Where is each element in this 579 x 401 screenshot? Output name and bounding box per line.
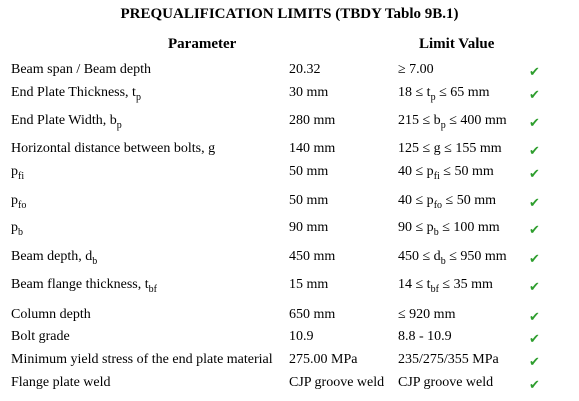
parameter-text: p (11, 164, 18, 179)
parameter-subscript: fo (18, 200, 27, 211)
check-icon: ✔ (529, 331, 540, 346)
limit-text: ≤ 920 mm (398, 307, 456, 322)
table-row (0, 219, 579, 241)
limit-subscript: p (440, 120, 446, 131)
limit-cell (398, 351, 499, 369)
parameter-cell (11, 61, 151, 79)
parameter-cell (11, 306, 91, 324)
parameter-cell (11, 374, 111, 392)
parameter-column-header: Parameter (168, 36, 237, 52)
limit-cell (398, 306, 455, 324)
limit-cell (398, 276, 493, 294)
limit-cell (398, 84, 490, 102)
parameter-cell (11, 276, 157, 294)
parameter-cell (11, 248, 97, 266)
check-icon: ✔ (529, 115, 540, 130)
limit-subscript: fo (433, 200, 443, 211)
table-row (0, 84, 579, 106)
limit-text-end: ≤ 35 mm (438, 277, 493, 292)
limit-subscript: bf (430, 284, 439, 295)
table-row (0, 306, 579, 328)
value-cell: 15 mm (289, 277, 329, 292)
limit-text-end: ≤ 65 mm (435, 85, 490, 100)
parameter-text: Horizontal distance between bolts, g (11, 141, 216, 156)
parameter-subscript: fi (18, 171, 25, 182)
parameter-subscript: bf (148, 284, 157, 295)
parameter-cell (11, 328, 70, 346)
limit-cell (398, 61, 434, 79)
parameter-text: End Plate Width, b (11, 113, 117, 128)
limit-text: 450 ≤ d (398, 249, 441, 264)
parameter-cell (11, 84, 141, 102)
limit-cell (398, 163, 494, 181)
table-row (0, 374, 579, 396)
parameter-text: Bolt grade (11, 329, 70, 344)
limit-text: 18 ≤ t (398, 85, 431, 100)
limit-cell (398, 140, 502, 158)
limit-text-end: ≤ 100 mm (438, 220, 500, 235)
check-icon: ✔ (529, 222, 540, 237)
parameter-subscript: p (116, 120, 122, 131)
check-icon: ✔ (529, 166, 540, 181)
check-icon: ✔ (529, 354, 540, 369)
parameter-text: End Plate Thickness, t (11, 85, 136, 100)
parameter-cell (11, 140, 215, 158)
parameter-text: p (11, 193, 18, 208)
limit-text: ≥ 7.00 (398, 62, 434, 77)
limit-text: 215 ≤ b (398, 113, 441, 128)
limit-cell (398, 219, 500, 237)
limit-subscript: b (433, 227, 439, 238)
check-icon: ✔ (529, 195, 540, 210)
value-cell: 20.32 (289, 62, 321, 77)
value-cell: 280 mm (289, 113, 336, 128)
parameter-cell (11, 192, 26, 210)
limit-cell (398, 248, 507, 266)
limit-text: 90 ≤ p (398, 220, 434, 235)
check-icon: ✔ (529, 64, 540, 79)
check-icon: ✔ (529, 87, 540, 102)
limit-subscript: fi (433, 171, 440, 182)
limit-text-end: ≤ 50 mm (439, 164, 494, 179)
value-cell: 90 mm (289, 220, 329, 235)
table-row (0, 328, 579, 350)
limit-cell (398, 192, 496, 210)
value-cell: 275.00 MPa (289, 352, 358, 367)
parameter-text: Beam span / Beam depth (11, 62, 151, 77)
table-row (0, 140, 579, 162)
limit-cell (398, 374, 493, 392)
table-row (0, 248, 579, 270)
value-cell: 50 mm (289, 164, 329, 179)
table-row (0, 112, 579, 134)
limit-text: 14 ≤ t (398, 277, 431, 292)
check-icon: ✔ (529, 143, 540, 158)
limit-subscript: p (430, 92, 436, 103)
check-icon: ✔ (529, 279, 540, 294)
table-row (0, 351, 579, 373)
parameter-text: Beam flange thickness, t (11, 277, 149, 292)
value-cell: 10.9 (289, 329, 314, 344)
parameter-cell (11, 112, 122, 130)
limit-text-end: ≤ 400 mm (445, 113, 507, 128)
check-icon: ✔ (529, 309, 540, 324)
limit-text: 40 ≤ p (398, 164, 434, 179)
parameter-cell (11, 163, 24, 181)
parameter-text: Beam depth, d (11, 249, 93, 264)
value-cell: 140 mm (289, 141, 336, 156)
parameter-cell (11, 219, 23, 237)
parameter-subscript: b (18, 227, 23, 238)
limit-cell (398, 112, 507, 130)
table-row (0, 276, 579, 298)
check-icon: ✔ (529, 377, 540, 392)
parameter-text: Column depth (11, 307, 91, 322)
value-cell: CJP groove weld (289, 375, 385, 390)
value-cell: 50 mm (289, 193, 329, 208)
limit-text-end: ≤ 950 mm (445, 249, 507, 264)
value-cell: 450 mm (289, 249, 336, 264)
parameter-subscript: b (92, 256, 98, 267)
parameter-text: Flange plate weld (11, 375, 111, 390)
limit-text: 40 ≤ p (398, 193, 434, 208)
value-cell: 30 mm (289, 85, 329, 100)
parameter-cell (11, 351, 273, 369)
table-row (0, 192, 579, 214)
limit-text: 125 ≤ g ≤ 155 mm (398, 141, 502, 156)
limit-text-end: ≤ 50 mm (442, 193, 496, 208)
table-row (0, 163, 579, 185)
value-cell: 650 mm (289, 307, 336, 322)
limit-cell (398, 328, 452, 346)
limit-subscript: b (440, 256, 446, 267)
parameter-subscript: p (135, 92, 141, 103)
check-icon: ✔ (529, 251, 540, 266)
limit-text: CJP groove weld (398, 375, 494, 390)
page-title: PREQUALIFICATION LIMITS (TBDY Tablo 9B.1) (120, 6, 459, 22)
table-row (0, 61, 579, 83)
parameter-text: p (11, 220, 18, 235)
limit-text: 8.8 - 10.9 (398, 329, 452, 344)
limit-column-header: Limit Value (419, 36, 495, 52)
limit-text: 235/275/355 MPa (398, 352, 499, 367)
parameter-text: Minimum yield stress of the end plate material (11, 352, 273, 367)
